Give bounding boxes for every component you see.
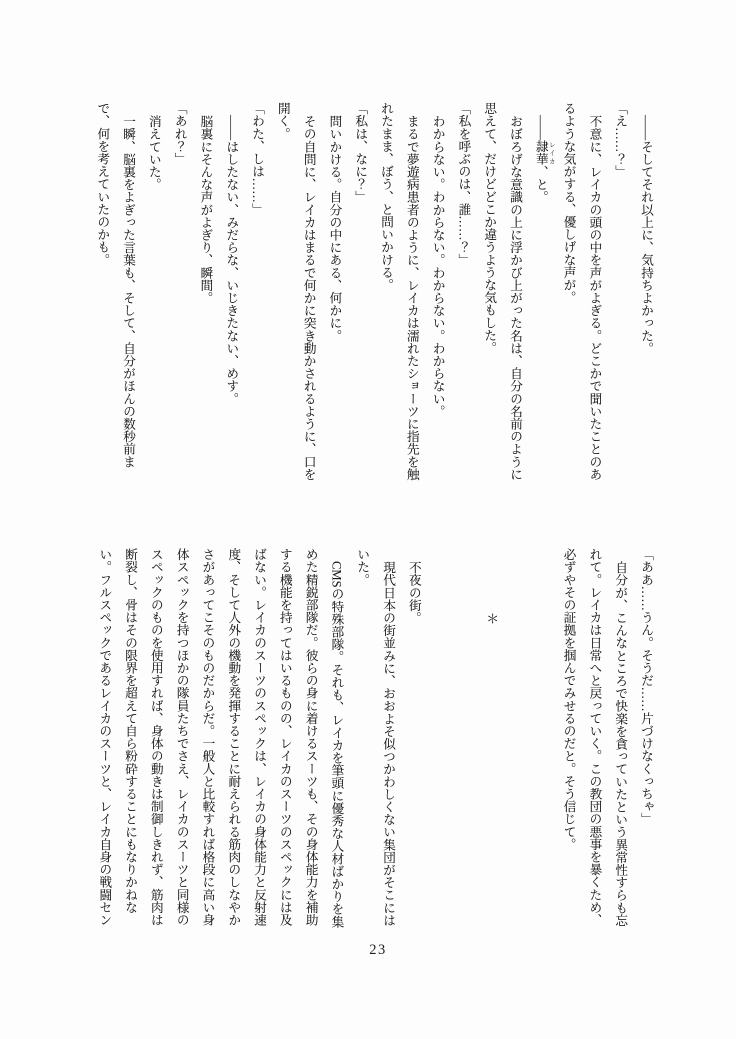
text-line: 断裂し、骨はその限界を超えて自ら粉砕することにもなりかねな <box>123 548 138 914</box>
text-line: 消えていた。 <box>146 114 161 191</box>
text-line: い。フルスペックであるレイカのスーツと、レイカ自身の戦闘セン <box>97 548 112 926</box>
text-line: 問いかける。自分の中にある、何かに。 <box>327 114 342 342</box>
text-line: 開く。 <box>275 102 290 140</box>
text-line: スペックのものを使用すれば、身体の動きは制御しきれず、筋肉は <box>148 548 163 926</box>
text-line: 思えて、だけどどこか違うような気もした。 <box>482 102 497 354</box>
text-line: で、何を考えていたのかも。 <box>95 102 110 266</box>
text-line: 「え……？」 <box>613 102 628 178</box>
text-line: 必ずやその証拠を掴んでみせるのだと。そう信じて。 <box>561 548 576 851</box>
text-line: るような気がする、優しげな声が。 <box>561 102 576 304</box>
text-line: 体スペックを持つほかの隊員たちでさえ、レイカのスーツと同様の <box>174 548 189 926</box>
text-line: 自分が、こんなところで快楽を貪っていたという異常性すらも忘 <box>613 560 628 926</box>
text-line: する機能を持ってはいるものの、レイカのスーツのスペックには及 <box>277 548 292 926</box>
bottom-text-block <box>90 548 658 934</box>
text-line: 「ああ……うん。そうだ……片づけなくっちゃ」 <box>639 548 653 826</box>
text-line: 度、そして人外の機動を発揮することに耐えられる筋肉のしなやか <box>226 548 241 926</box>
text-line: ――隷華 レイカ、と。 <box>533 114 555 203</box>
text-line: 「わた、しは……」 <box>250 102 265 216</box>
text-line: 不意に、レイカの頭の中を声がよぎる。どこかで聞いたことのあ <box>587 114 602 480</box>
text-line: まるで夢遊病患者のように、レイカは濡れたショーツに指先を触 <box>404 114 419 480</box>
text-line: 一瞬、脳裏をよぎった言葉も、そして、自分がほんの数秒前ま <box>121 114 136 468</box>
text-line: めた精鋭部隊だ。彼らの身に着けるスーツも、その身体能力を補助 <box>303 548 318 926</box>
text-line: いた。 <box>355 548 370 586</box>
ruby-annotated-name: 隷華 レイカ <box>533 139 555 165</box>
text-line: 脳裏にそんな声がよぎり、瞬間。 <box>198 114 213 304</box>
text-line: CMSの特殊部隊。それも、レイカを筆頭に優秀な人材ばかりを集 <box>329 560 344 928</box>
text-line: 「私は、なに？」 <box>353 102 368 203</box>
text-line: ――はしたない、みだらな、いじきたない、めす。 <box>224 114 239 405</box>
text-line: れたまま、ぼう、と問いかける。 <box>379 102 394 291</box>
text-line: その自問に、レイカはまるで何かに突き動かされるように、口を <box>301 114 316 480</box>
text-line: れて。レイカは日常へと戻っていく。この教団の悪事を暴くため、 <box>587 548 602 926</box>
text-line: 「あれ？」 <box>172 102 187 165</box>
text-line: 不夜の街。 <box>406 560 421 624</box>
section-separator: ＊ <box>484 612 499 625</box>
top-text-block <box>88 102 658 488</box>
text-line: 「私を呼ぶのは、誰……？」 <box>456 102 471 266</box>
text-line: さがあってこそのものだからだ。一般人と比較すれば格段に高い身 <box>200 548 215 926</box>
text-line: ばない。レイカのスーツのスペックは、レイカの身体能力と反射速 <box>252 548 267 926</box>
text-line: ――そしてそれ以上に、気持ちよかった。 <box>639 114 653 354</box>
text-line: 現代日本の街並みに、おおよそ似つかわしくない集団がそこには <box>381 560 396 926</box>
page-number: 23 <box>369 942 387 958</box>
text-line: おぼろげな意識の上に浮かび上がった名は、自分の名前のように <box>508 114 523 480</box>
text-line: わからない。わからない。わからない。わからない。 <box>430 114 445 417</box>
